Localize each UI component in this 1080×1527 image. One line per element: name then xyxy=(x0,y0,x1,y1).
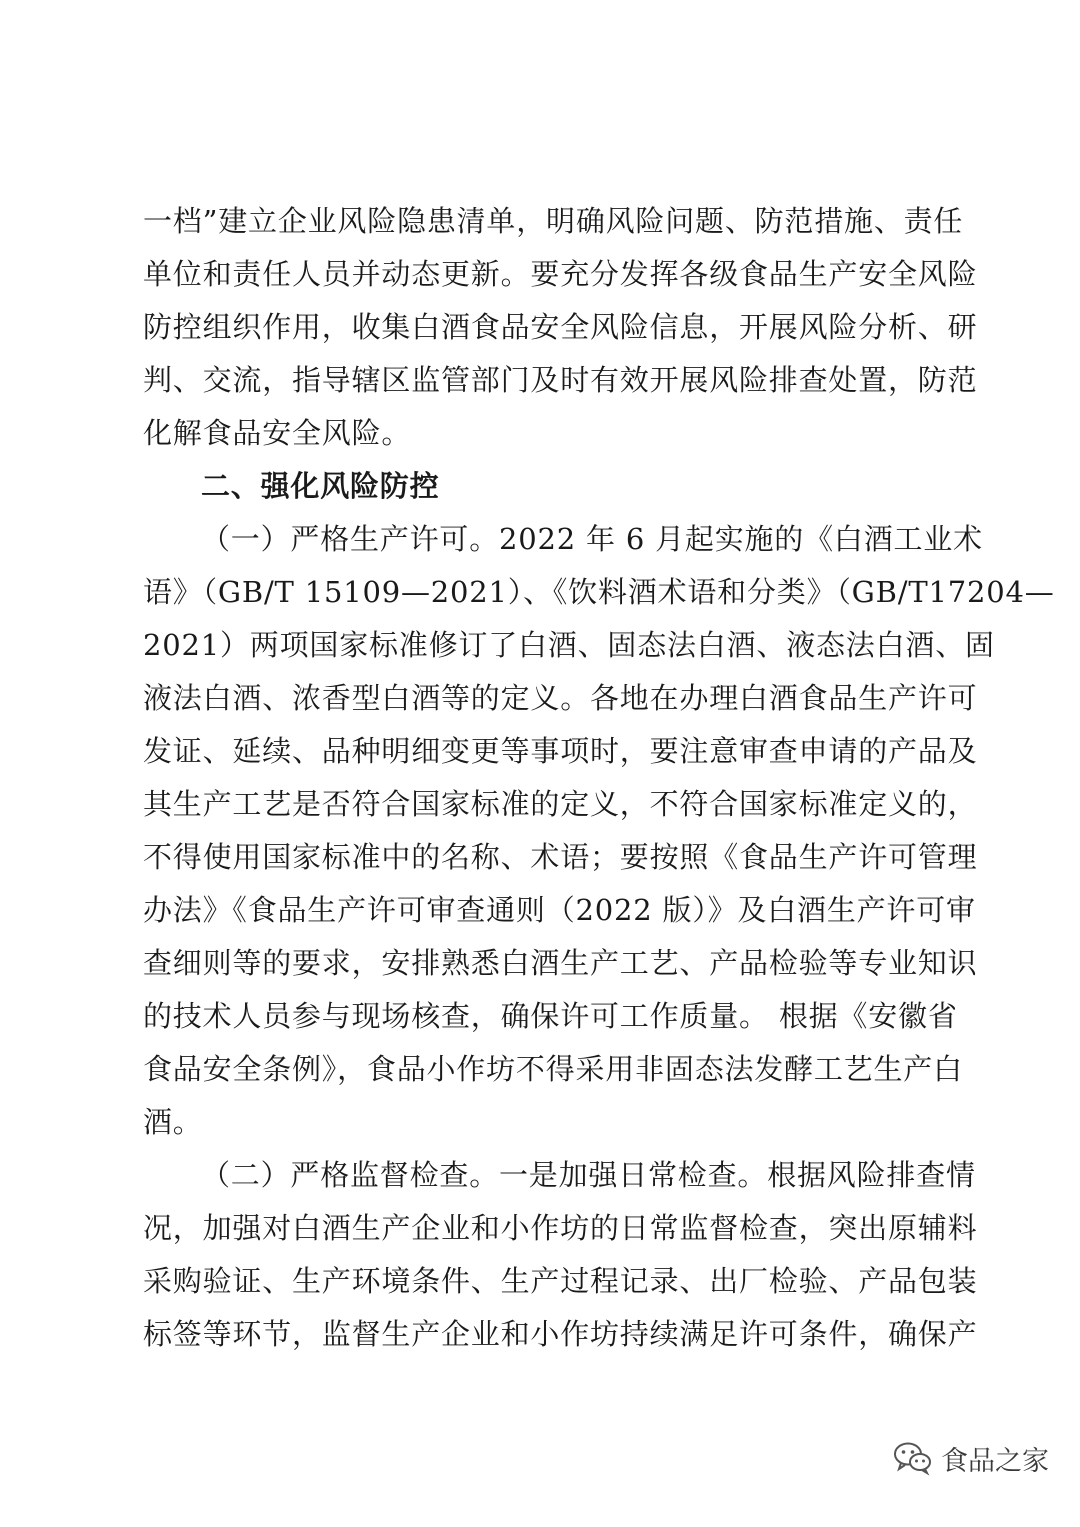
text-line: 采购验证、生产环境条件、生产过程记录、出厂检验、产品包装 xyxy=(143,1264,978,1298)
text-line: 液法白酒、浓香型白酒等的定义。各地在办理白酒食品生产许可 xyxy=(143,681,978,715)
text-line: 单位和责任人员并动态更新。要充分发挥各级食品生产安全风险 xyxy=(143,257,978,291)
text-line: 防控组织作用，收集白酒食品安全风险信息，开展风险分析、研 xyxy=(143,310,978,344)
document-body xyxy=(143,195,1055,1361)
text-line: 酒。 xyxy=(143,1105,203,1139)
section-heading: 二、强化风险防控 xyxy=(201,469,440,503)
text-line: 食品安全条例》，食品小作坊不得采用非固态法发酵工艺生产白 xyxy=(143,1052,963,1086)
text-line: 况，加强对白酒生产企业和小作坊的日常监督检查，突出原辅料 xyxy=(143,1211,978,1245)
text-line: （二）严格监督检查。一是加强日常检查。根据风险排查情 xyxy=(201,1158,976,1192)
watermark-text: 食品之家 xyxy=(941,1445,1049,1477)
text-line: 不得使用国家标准中的名称、术语；要按照《食品生产许可管理 xyxy=(143,840,978,874)
text-line: 办法》《食品生产许可审查通则（2022 版）》及白酒生产许可审 xyxy=(143,893,976,927)
wechat-icon xyxy=(893,1440,933,1476)
text-line: 标签等环节，监督生产企业和小作坊持续满足许可条件，确保产 xyxy=(143,1317,978,1351)
text-line: 化解食品安全风险。 xyxy=(143,416,412,450)
text-line: 2021）两项国家标准修订了白酒、固态法白酒、液态法白酒、固 xyxy=(143,628,995,662)
text-line: 发证、延续、品种明细变更等事项时，要注意审查申请的产品及 xyxy=(143,734,978,768)
text-line: 其生产工艺是否符合国家标准的定义，不符合国家标准定义的， xyxy=(143,787,978,821)
text-line: 语》（GB/T 15109—2021）、《饮料酒术语和分类》（GB/T17204— xyxy=(143,575,1055,609)
text-line: 的技术人员参与现场核查，确保许可工作质量。 根据《安徽省 xyxy=(143,999,958,1033)
watermark xyxy=(893,1438,1049,1478)
text-line: 一档”建立企业风险隐患清单，明确风险问题、防范措施、责任 xyxy=(143,204,964,238)
text-line: 判、交流，指导辖区监管部门及时有效开展风险排查处置，防范 xyxy=(143,363,978,397)
text-line: （一）严格生产许可。2022 年 6 月起实施的《白酒工业术 xyxy=(201,522,983,556)
text-line: 查细则等的要求，安排熟悉白酒生产工艺、产品检验等专业知识 xyxy=(143,946,978,980)
